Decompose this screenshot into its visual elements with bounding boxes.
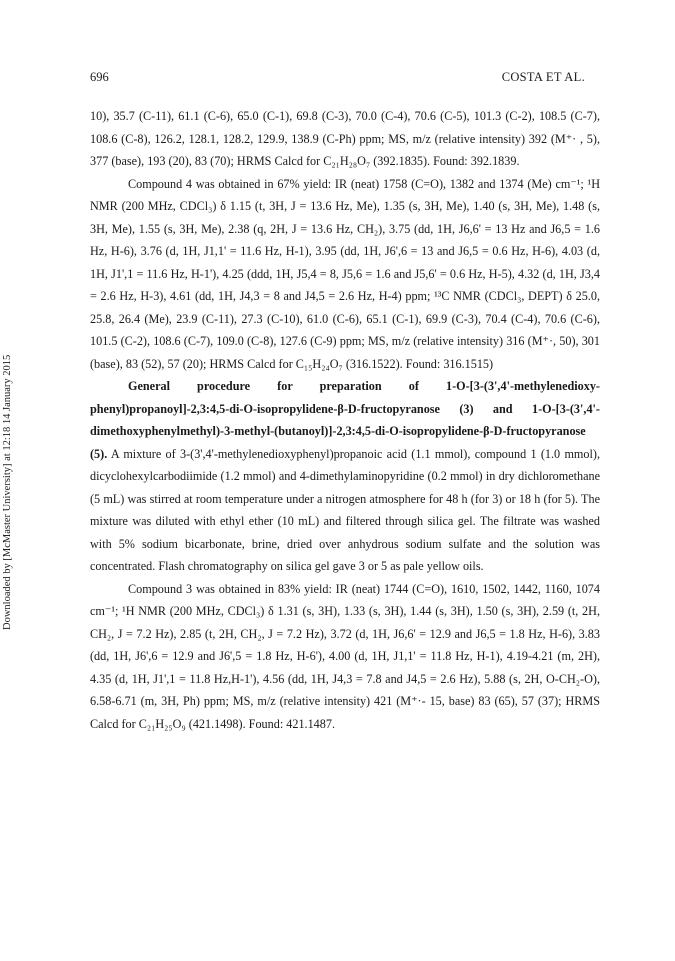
page-number: 696 [90,70,109,84]
paragraph-compound-4: Compound 4 was obtained in 67% yield: IR (neat) 1758 (C=O), 1382 and 1374 (Me) cm⁻¹; ¹H NMR (200 MHz, CDCl₃) δ 1.15 (t, 3H, J = 13.6 Hz, Me), 1.35 (s, 3H, Me), 1.40 (s, 3H, Me), 1.48 (s, 3H, Me), 1.55 (s, 3H, Me), 2.38 (q, 2H, J = 13.6 Hz, CH₂), 3.75 (dd, 1H, J6,6' = 13 Hz and J6,5 = 1.6 Hz, H-6), 3.76 (d, 1H, J1,1' = 11.6 Hz, H-1), 3.95 (dd, 1H, J6',6 = 13 and J6,5 = 0.6 Hz, H-6), 4.03 (d, 1H, J1',1 = 11.6 Hz, H-1'), 4.25 (ddd, 1H, J5,4 = 8, J5,6 = 1.6 and J5,6' = 0.6 Hz, H-5), 4.32 (d, 1H, J3,4 = 2.6 Hz, H-3), 4.61 (dd, 1H, J4,3 = 8 and J4,5 = 2.6 Hz, H-4) ppm; ¹³C NMR (CDCl₃, DEPT) δ 25.0, 25.8, 26.4 (Me), 23.9 (C-11), 27.3 (C-10), 61.0 (C-6), 65.1 (C-1), 69.9 (C-3), 70.4 (C-4), 70.6 (C-6), 101.5 (C-2), 108.6 (C-7), 109.0 (C-8), 127.6 (C-9) ppm; MS, m/z (relative intensity) 316 (M⁺·, 50), 301 (base), 83 (52), 57 (20); HRMS Calcd for C₁₅H₂₄O₇ (316.1522). Found: 316.1515) [90,176,600,371]
paragraph-compound-3: Compound 3 was obtained in 83% yield: IR (neat) 1744 (C=O), 1610, 1502, 1442, 1160, 1074 cm⁻¹; ¹H NMR (200 MHz, CDCl₃) δ 1.31 (s, 3H), 1.33 (s, 3H), 1.44 (s, 3H), 1.50 (s, 3H), 2.59 (t, 2H, CH₂, J = 7.2 Hz), 2.85 (t, 2H, CH₂, J = 7.2 Hz), 3.72 (d, 1H, J6,6' = 12.9 and J6,5 = 1.8 Hz, H-6), 3.83 (dd, 1H, J6',6 = 12.9 and J6',5 = 1.8 Hz, H-6'), 4.00 (d, 1H, J1,1' = 11.8 Hz, H-1), 4.19-4.21 (m, 2H), 4.35 (d, 1H, J1',1 = 11.8 Hz,H-1'), 4.56 (dd, 1H, J4,3 = 7.8 and J4,5 = 2.6 Hz), 5.88 (s, 2H, O-CH₂-O), 6.58-6.71 (m, 3H, Ph) ppm; MS, m/z (relative intensity) 421 (M⁺·- 15, base) 83 (65), 57 (37); HRMS Calcd for C₂₁H₂₅O₉ (421.1498). Found: 421.1487. [90,581,600,731]
article-body [90,105,600,735]
paragraph-general-procedure [90,375,600,578]
download-watermark: Downloaded by [McMaster University] at 12:18 14 January 2015 [2,354,13,630]
running-head: COSTA ET AL. [501,70,585,84]
procedure-text: A mixture of 3-(3',4'-methylenedioxyphenyl)propanoic acid (1.1 mmol), compound 1 (1.0 mmol), dicyclohexylcarbodiimide (1.2 mmol) and 4-dimethylaminopyridine (0.2 mmol) in dry dichloromethane (5 mL) was stirred at room temperature under a nitrogen atmosphere for 48 h (for 3) or 18 h (for 5). The mixture was diluted with ethyl ether (10 mL) and filtered through silica gel. The filtrate was washed with 5% sodium bicarbonate, brine, dried over anhydrous sodium sulfate and the solution was concentrated. Flash chromatography on silica gel gave 3 or 5 as pale yellow oils. [90,446,600,573]
paragraph-compound-2-data: 10), 35.7 (C-11), 61.1 (C-6), 65.0 (C-1), 69.8 (C-3), 70.0 (C-4), 70.6 (C-5), 101.3 (C-2), 108.5 (C-7), 108.6 (C-8), 126.2, 128.1, 128.2, 129.9, 138.9 (C-Ph) ppm; MS, m/z (relative intensity) 392 (M⁺· , 5), 377 (base), 193 (20), 83 (70); HRMS Calcd for C₂₁H₂₈O₇ (392.1835). Found: 392.1839. [90,109,600,168]
procedure-heading: General procedure for preparation of 1-O-[3-(3',4'-methylenedioxy-phenyl)propanoyl]-2,3:4,5-di-O-isopropylidene-β-D-fructopyranose (3) and 1-O-[3-(3',4'-dimethoxyphenylmethyl)-3-methyl-(butanoyl)]-2,3:4,5-di-O-isopropylidene-β-D-fructopyranose (5). [90,379,600,461]
